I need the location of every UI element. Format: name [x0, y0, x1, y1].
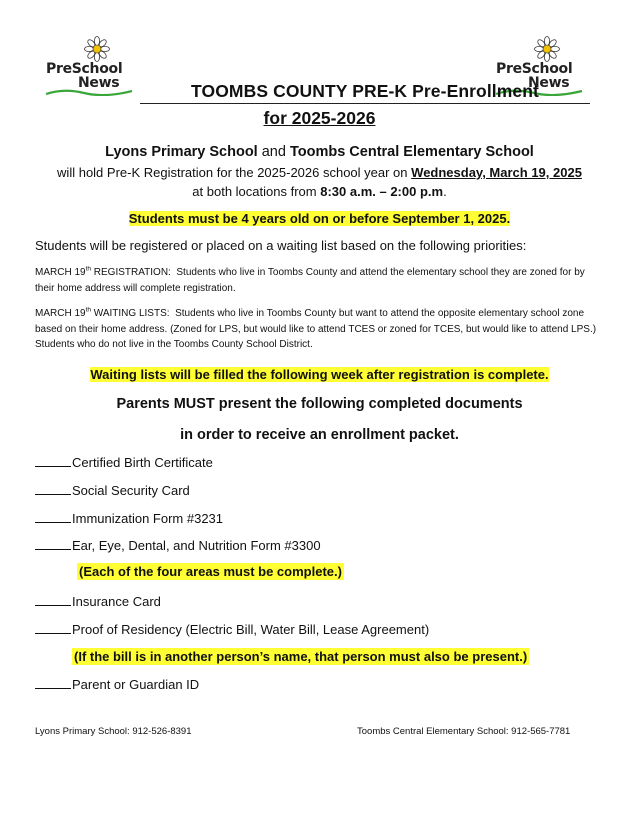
checklist-item	[35, 677, 199, 692]
waiting-label-date: MARCH 19	[35, 308, 86, 319]
checklist-item	[35, 483, 190, 498]
waiting-note	[0, 367, 639, 382]
registration-time-line	[0, 184, 639, 199]
logo-word-preschool: PreSchool	[496, 61, 573, 77]
registration-date-line	[0, 165, 639, 180]
checkbox-blank-line	[35, 483, 71, 495]
checklist-item-label: Certified Birth Certificate	[72, 455, 213, 470]
four-areas-note-text: (Each of the four areas must be complete.)	[79, 564, 342, 579]
checkbox-blank-line	[35, 677, 71, 689]
registration-date: Wednesday, March 19, 2025	[411, 165, 582, 180]
checkbox-blank-line	[35, 538, 71, 550]
documents-heading-line2: in order to receive an enrollment packet.	[180, 427, 459, 443]
subtitle-text: for 2025-2026	[263, 108, 376, 128]
checklist-item-label: Insurance Card	[72, 594, 161, 609]
checklist-item	[35, 622, 429, 637]
documents-heading-line1: Parents MUST present the following completed documents	[116, 396, 523, 412]
registration-date-prefix: will hold Pre-K Registration for the 2025-2026 school year on	[57, 165, 408, 180]
registration-time-suffix: .	[443, 184, 447, 199]
grass-icon	[44, 86, 134, 96]
logo-word-preschool: PreSchool	[46, 61, 123, 77]
checkbox-blank-line	[35, 455, 71, 467]
logo-word-news: News	[78, 75, 120, 91]
waiting-note-text: Waiting lists will be filled the following week after registration is complete.	[90, 367, 549, 382]
checklist-item	[35, 594, 161, 609]
waiting-label-suffix: WAITING LISTS:	[91, 308, 170, 319]
bill-note	[72, 649, 529, 664]
registration-label-date: MARCH 19	[35, 267, 86, 278]
checkbox-blank-line	[35, 511, 71, 523]
checklist-item-label: Parent or Guardian ID	[72, 677, 200, 692]
registration-time-prefix: at both locations from	[192, 184, 317, 199]
preschool-news-logo-left	[44, 38, 140, 98]
checklist-item-label: Proof of Residency (Electric Bill, Water Bill, Lease Agreement)	[72, 622, 430, 637]
checkbox-blank-line	[35, 622, 71, 634]
school-name-tces: Toombs Central Elementary School	[289, 144, 534, 160]
registration-label-suffix: REGISTRATION:	[91, 267, 171, 278]
checklist-item-label: Social Security Card	[72, 483, 190, 498]
four-areas-note	[77, 564, 344, 579]
registration-label-sup: th	[85, 265, 91, 273]
waiting-paragraph	[35, 306, 605, 353]
checklist-item-label: Ear, Eye, Dental, and Nutrition Form #3300	[72, 538, 321, 553]
registration-label	[35, 267, 171, 278]
school-name-lps: Lyons Primary School	[105, 144, 258, 160]
registration-paragraph	[35, 265, 605, 296]
schools-line	[0, 144, 639, 160]
footer-tces-phone: Toombs Central Elementary School: 912-565-7781	[357, 726, 571, 737]
checklist-item	[35, 511, 223, 526]
logo-word-news: News	[528, 75, 570, 91]
checklist-item-label: Immunization Form #3231	[72, 511, 224, 526]
page-subtitle	[0, 108, 639, 129]
page-title: TOOMBS COUNTY PRE-K Pre-Enrollment	[191, 81, 539, 101]
priorities-text: Students will be registered or placed on a waiting list based on the following priorities:	[35, 238, 527, 253]
footer-lps-phone: Lyons Primary School: 912-526-8391	[35, 726, 192, 737]
daisy-flower-icon	[534, 36, 560, 62]
waiting-text: Students who live in Toombs County but want to attend the opposite elementary school zone based on their home address. (Zoned for LPS, but would like to attend TCES or zoned for TCES, but would like to attend LPS.) Students who do not live in the Toombs County School District.	[35, 308, 597, 350]
age-requirement-text: Students must be 4 years old on or before September 1, 2025.	[128, 211, 511, 226]
title-block	[140, 80, 590, 104]
daisy-flower-icon	[84, 36, 110, 62]
age-requirement	[0, 211, 639, 226]
checklist-item	[35, 538, 321, 553]
registration-time: 8:30 a.m. – 2:00 p.m	[320, 184, 444, 199]
checklist-item	[35, 455, 213, 470]
bill-note-text: (If the bill is in another person’s name, that person must also be present.)	[74, 649, 528, 664]
checkbox-blank-line	[35, 594, 71, 606]
and-text: and	[261, 144, 286, 160]
registration-text: Students who live in Toombs County and attend the elementary school they are zoned for by their home address will complete registration.	[35, 267, 585, 294]
waiting-label-sup: th	[85, 306, 91, 314]
waiting-label	[35, 308, 170, 319]
